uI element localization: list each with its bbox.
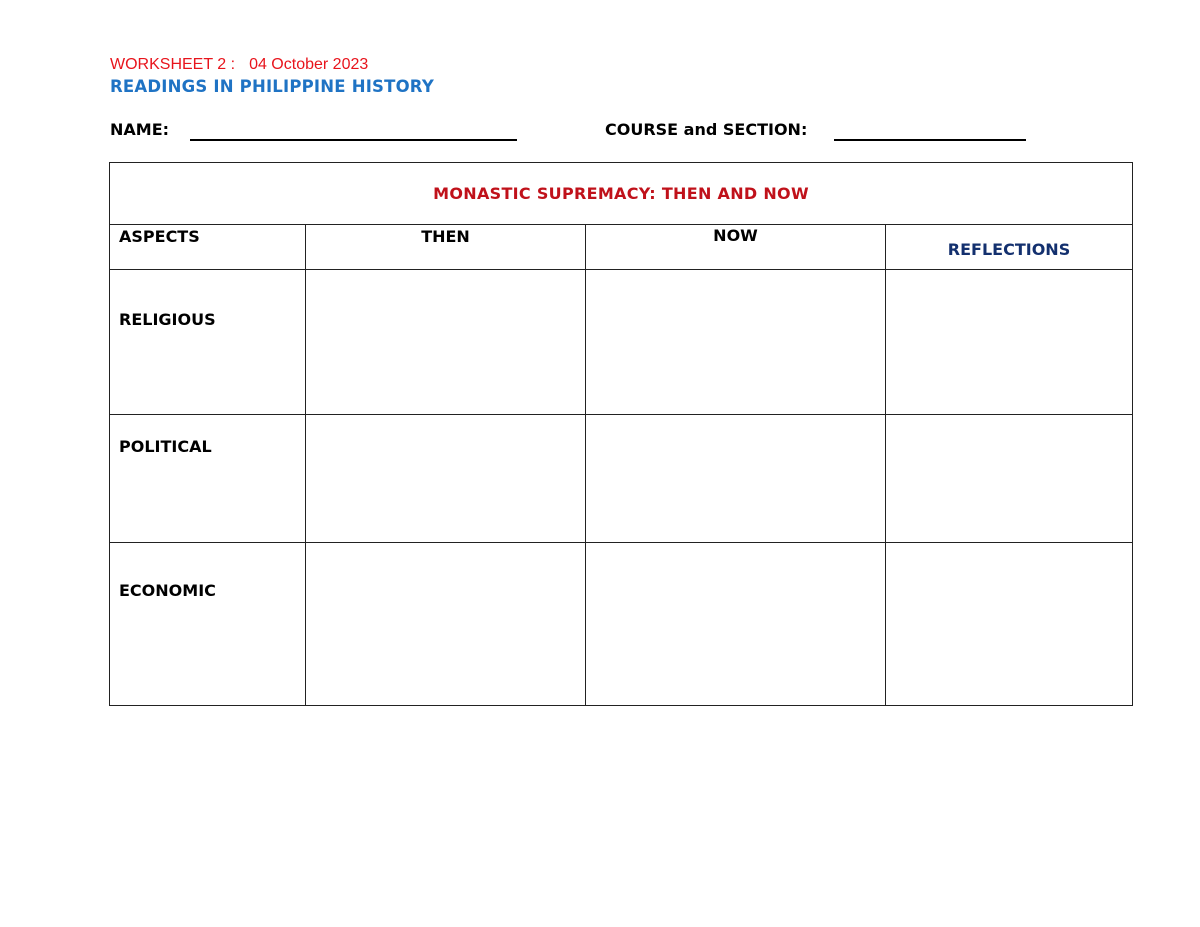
worksheet-heading: [110, 56, 368, 74]
political-now-cell[interactable]: [586, 415, 886, 543]
religious-then-cell[interactable]: [306, 270, 586, 415]
religious-now-cell[interactable]: [586, 270, 886, 415]
column-header-now: NOW: [586, 225, 886, 270]
column-header-then: THEN: [306, 225, 586, 270]
table-row: [110, 270, 1133, 415]
worksheet-table: [109, 162, 1133, 706]
course-section-field[interactable]: [834, 139, 1026, 141]
table-row: [110, 415, 1133, 543]
worksheet-label: WORKSHEET 2 :: [110, 56, 236, 73]
course-section-label: COURSE and SECTION:: [605, 120, 808, 139]
worksheet-date: 04 October 2023: [249, 56, 369, 73]
aspect-political: POLITICAL: [110, 415, 306, 543]
name-field[interactable]: [190, 139, 517, 141]
subject-title: READINGS IN PHILIPPINE HISTORY: [110, 77, 434, 96]
religious-reflections-cell[interactable]: [886, 270, 1133, 415]
political-reflections-cell[interactable]: [886, 415, 1133, 543]
political-then-cell[interactable]: [306, 415, 586, 543]
table-title: MONASTIC SUPREMACY: THEN AND NOW: [110, 163, 1133, 225]
column-header-reflections: REFLECTIONS: [886, 225, 1133, 270]
aspect-economic: ECONOMIC: [110, 543, 306, 706]
economic-now-cell[interactable]: [586, 543, 886, 706]
economic-reflections-cell[interactable]: [886, 543, 1133, 706]
table-header-row: [110, 225, 1133, 270]
column-header-aspects: ASPECTS: [110, 225, 306, 270]
aspect-religious: RELIGIOUS: [110, 270, 306, 415]
economic-then-cell[interactable]: [306, 543, 586, 706]
table-row: [110, 543, 1133, 706]
name-label: NAME:: [110, 120, 170, 139]
